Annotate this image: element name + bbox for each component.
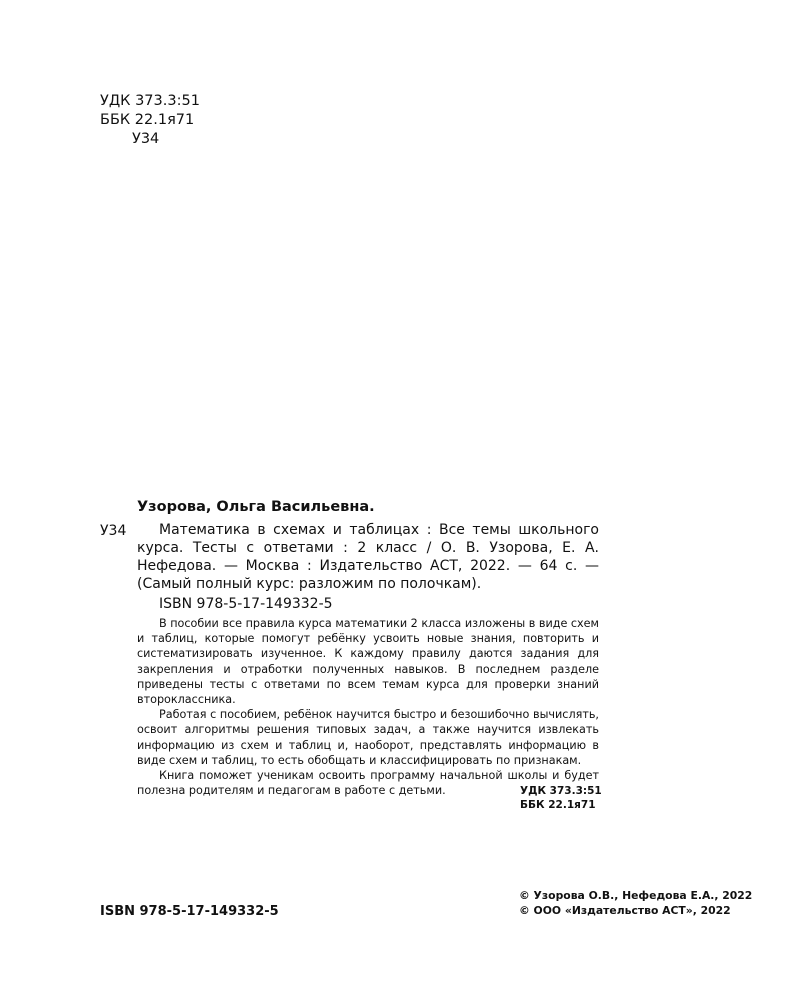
classification-block-bottom xyxy=(520,784,602,812)
copyright-publisher: © ООО «Издательство АСТ», 2022 xyxy=(519,904,731,917)
annotation-paragraph: В пособии все правила курса математики 2 класса изложены в виде схем и таблиц, которые помогут ребёнку усвоить новые знания, повторить и систематизировать изученное. К каждому правилу даются задания для закрепления и отработки полученных навыков. В последнем разделе приведены тесты с ответами по всем темам курса для проверки знаний второклассника. xyxy=(137,617,599,707)
annotation-paragraph: Книга поможет ученикам освоить программу начальной школы и будет полезна родителям и педагогам в работе с детьми. xyxy=(137,769,599,798)
card-author: Узорова, Ольга Васильевна. xyxy=(137,499,375,515)
bbk-code: ББК 22.1я71 xyxy=(100,112,195,128)
udk-code: УДК 373.3:51 xyxy=(520,785,602,797)
copyright-authors: © Узорова О.В., Нефедова Е.А., 2022 xyxy=(519,889,753,902)
annotation-paragraph: Работая с пособием, ребёнок научится быстро и безошибочно вычислять, освоит алгоритмы решения типовых задач, а также научится извлекать информацию из схем и таблиц и, наоборот, представлять информацию в виде схем и таблиц, то есть обобщать и классифицировать по признакам. xyxy=(137,708,599,767)
author-sign: У34 xyxy=(132,131,160,147)
copyright-block xyxy=(519,888,752,918)
annotation xyxy=(137,616,599,798)
classification-block-top xyxy=(100,92,200,149)
card-isbn: ISBN 978-5-17-149332-5 xyxy=(159,596,333,612)
card-author-sign: У34 xyxy=(100,523,127,539)
udk-code: УДК 373.3:51 xyxy=(100,93,200,109)
footer-isbn: ISBN 978-5-17-149332-5 xyxy=(100,904,279,919)
card-description: Математика в схемах и таблицах : Все темы школьного курса. Тесты с ответами : 2 класс / О. В. Узорова, Е. А. Нефедова. — Москва : Издательство АСТ, 2022. — 64 с. — (Самый полный курс: разложим по полочкам). xyxy=(137,522,599,592)
bbk-code: ББК 22.1я71 xyxy=(520,799,596,811)
